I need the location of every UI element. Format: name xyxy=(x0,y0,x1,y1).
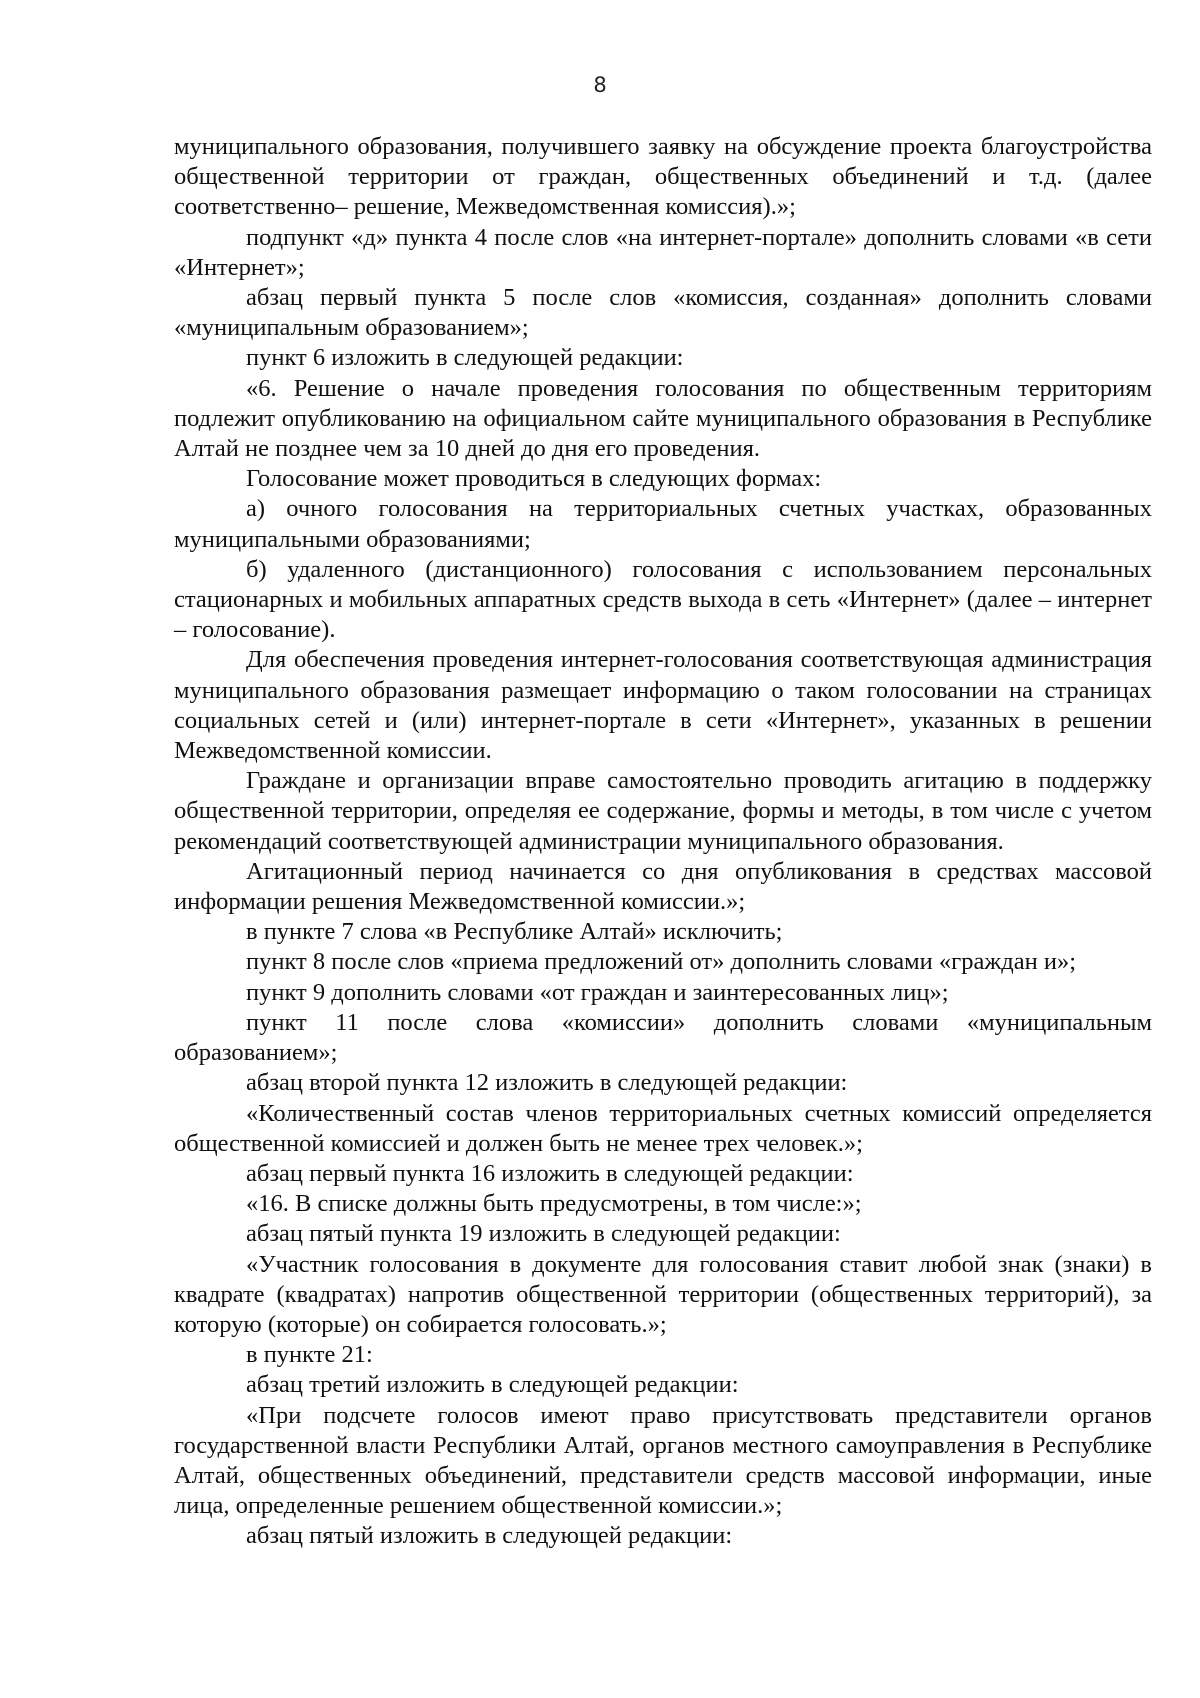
paragraph: пункт 8 после слов «приема предложений от» дополнить словами «граждан и»; xyxy=(246,948,1077,976)
paragraph: «При подсчете голосов имеют право присутствовать представители органов государственной власти Республики Алтай, органов местного самоуправления в Республике Алтай, общественных объединений, представители средств массовой информации, иные лица, определенные решением общественной комиссии.»; xyxy=(174,1401,1152,1520)
paragraph: Агитационный период начинается со дня опубликования в средствах массовой информации решения Межведомственной комиссии.»; xyxy=(174,857,1152,916)
paragraph: а) очного голосования на территориальных счетных участках, образованных муниципальными образованиями; xyxy=(174,495,1152,553)
paragraph: подпункт «д» пункта 4 после слов «на интернет-портале» дополнить словами «в сети «Интернет»; xyxy=(174,223,1152,281)
paragraph: абзац пятый изложить в следующей редакции: xyxy=(246,1522,733,1550)
paragraph: пункт 9 дополнить словами «от граждан и заинтересованных лиц»; xyxy=(246,978,949,1006)
paragraph: в пункте 7 слова «в Республике Алтай» исключить; xyxy=(246,918,783,946)
paragraph: в пункте 21: xyxy=(246,1341,373,1369)
paragraph: «Количественный состав членов территориальных счетных комиссий определяется общественной комиссией и должен быть не менее трех человек.»; xyxy=(174,1099,1152,1157)
paragraph: абзац второй пункта 12 изложить в следующей редакции: xyxy=(246,1069,848,1097)
paragraph: б) удаленного (дистанционного) голосования с использованием персональных стационарных и мобильных аппаратных средств выхода в сеть «Интернет» (далее – интернет – голосование). xyxy=(174,555,1152,644)
paragraph: «Участник голосования в документе для голосования ставит любой знак (знаки) в квадрате (квадратах) напротив общественной территории (общественных территорий), за которую (которые) он собирается голосовать.»; xyxy=(174,1250,1152,1338)
paragraph: абзац первый пункта 5 после слов «комиссия, созданная» дополнить словами «муниципальным образованием»; xyxy=(174,284,1152,342)
paragraph: Голосование может проводиться в следующих формах: xyxy=(246,465,822,493)
page-number: 8 xyxy=(593,73,607,97)
paragraph: «16. В списке должны быть предусмотрены, в том числе:»; xyxy=(246,1190,862,1218)
paragraph: Для обеспечения проведения интернет-голосования соответствующая администрация муниципального образования размещает информацию о таком голосовании на страницах социальных сетей и (или) интернет-портале в сети «Интернет», указанных в решении Межведомственной комиссии. xyxy=(174,646,1152,765)
paragraph: абзац первый пункта 16 изложить в следующей редакции: xyxy=(246,1159,854,1187)
paragraph: пункт 6 изложить в следующей редакции: xyxy=(246,344,684,372)
paragraph-continuation: муниципального образования, получившего заявку на обсуждение проекта благоустройства общественной территории от граждан, общественных объединений и т.д. (далее соответственно– решение, Межведомственная комиссия).»; xyxy=(174,133,1152,221)
paragraph: «6. Решение о начале проведения голосования по общественным территориям подлежит опубликованию на официальном сайте муниципального образования в Республике Алтай не позднее чем за 10 дней до дня его проведения. xyxy=(174,374,1152,463)
paragraph: абзац третий изложить в следующей редакции: xyxy=(246,1371,739,1399)
paragraph: пункт 11 после слова «комиссии» дополнить словами «муниципальным образованием»; xyxy=(174,1008,1152,1067)
paragraph: Граждане и организации вправе самостоятельно проводить агитацию в поддержку общественной территории, определяя ее содержание, формы и методы, в том числе с учетом рекомендаций соответствующей администрации муниципального образования. xyxy=(174,767,1152,855)
document-body xyxy=(174,132,1152,1552)
paragraph: абзац пятый пункта 19 изложить в следующей редакции: xyxy=(246,1220,841,1248)
